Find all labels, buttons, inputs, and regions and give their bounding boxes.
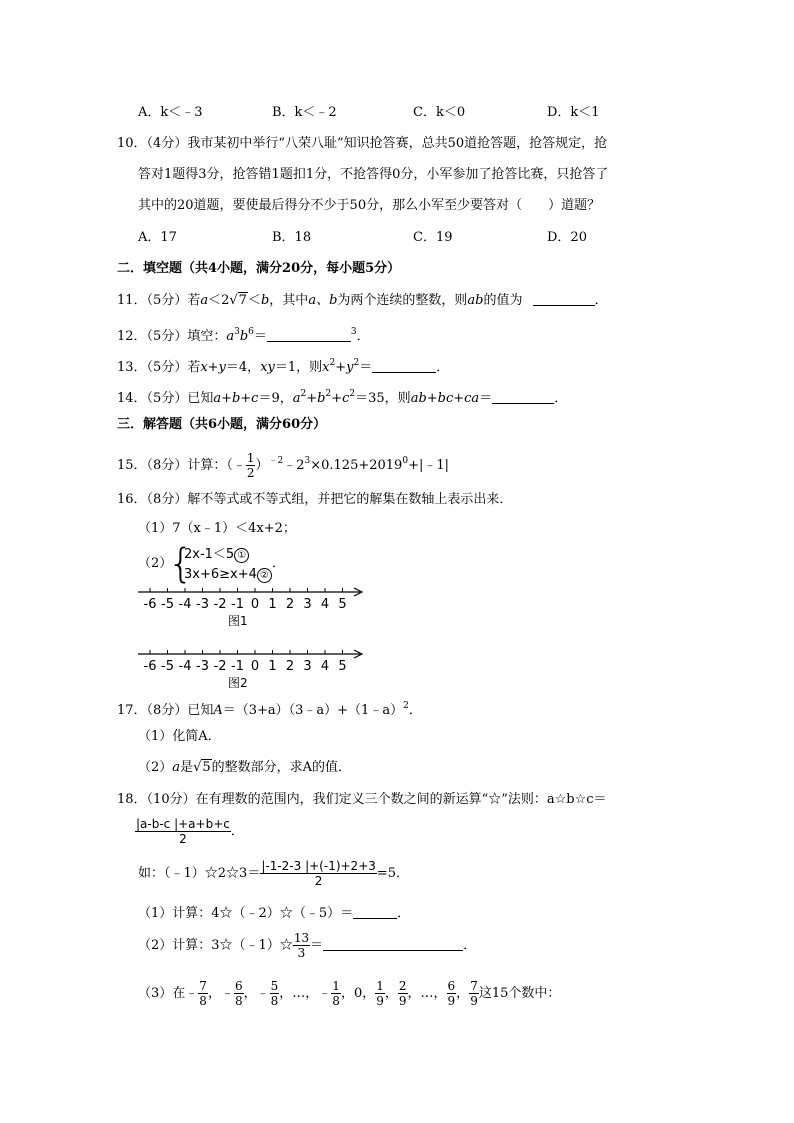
q17-part1: （1）化简A． [138,729,221,744]
q18-example: 如：（﹣1）☆2☆3＝ $\frac{|-1-2-3 |+(-1)+2+3}{2}$ =5． [138,859,410,888]
q9-option-d: D．k＜1 [547,105,600,120]
axis-tick-label: -4 [178,659,192,674]
q13: 13．（5分）若x+y＝4，xy＝1，则$x^2+y^2=$ ． [117,358,450,375]
q10-option-d: D．20 [547,230,587,245]
q14: 14．（5分）已知a+b+c＝9，$a^2+b^2+c^2=35$，则ab+bc+ca＝ ． [117,389,568,406]
axis-tick-label: 3 [303,659,312,674]
axis-tick-label: -2 [213,659,227,674]
q10-option-a: A．17 [138,230,177,245]
number-line-fig1 [138,583,368,628]
axis-tick-label: -5 [161,597,174,612]
q10-line1: 10．（4分）我市某初中举行“八荣八耻”知识抢答赛，总共50道抢答题，抢答规定，抢 [117,136,608,151]
axis-tick-label: -1 [231,659,244,674]
q12: 12．（5分）填空：$a^3b^6= ^3$． [117,327,370,344]
q16-part1: （1）7（x﹣1）＜4x+2； [138,521,296,536]
axis-tick-label: -4 [178,597,192,612]
q10-option-b: B．18 [272,230,312,245]
axis-tick-label: 0 [250,597,260,612]
q10-line2: 答对1题得3分，抢答错1题扣1分，不抢答得0分，小军参加了抢答比赛，只抢答了 [138,167,609,182]
axis-tick-label: -5 [161,659,174,674]
axis-tick-label: 4 [320,597,330,612]
q18-line1: 18．（10分）在有理数的范围内，我们定义三个数之间的新运算“☆”法则：a☆b☆c＝ [117,792,607,807]
axis-tick-label: -6 [143,659,157,674]
axis-tick-label: -2 [213,597,227,612]
q11: 11．（5分）若a＜2√7＜b，其中a、b为两个连续的整数，则ab的值为 ． [117,293,608,308]
axis-tick-label: 5 [338,597,347,612]
q18-part1: （1）计算：4☆（﹣2）☆（﹣5）＝ ． [138,906,411,921]
number-line-fig2 [138,645,368,690]
q10-option-c: C．19 [413,230,453,245]
q15: 15．（8分）计算：（﹣ $\frac{1}{2}$ ）$^{﹣2}﹣2^3\times 0.125+2019^0+|﹣1|$ [117,451,449,480]
axis-tick-label: -6 [143,597,157,612]
q9-option-c: C．k＜0 [413,105,466,120]
q16-line1: 16．（8分）解不等式或不等式组，并把它的解集在数轴上表示出来． [117,492,513,507]
axis-tick-label: -3 [196,597,209,612]
q18-definition: $\frac{|a-b-c |+a+b+c}{2}$ ． [136,817,244,846]
axis-tick-label: -1 [231,597,244,612]
section3-title: 三．解答题（共6小题，满分60分） [117,417,327,432]
axis-tick-label: 2 [285,597,295,612]
axis-tick-label: 3 [303,597,312,612]
fig2-label: 图2 [228,676,248,690]
section2-title: 二．填空题（共4小题，满分20分，每小题5分） [117,261,401,276]
axis-tick-label: 1 [268,659,277,674]
axis-tick-label: 5 [338,659,347,674]
axis-tick-label: 2 [285,659,295,674]
q9-option-b: B．k＜﹣2 [272,105,337,120]
q17-part2: （2）a是√5的整数部分，求A的值． [138,760,352,775]
axis-tick-label: 0 [250,659,260,674]
q10-line3: 其中的20道题，要使最后得分不少于50分，那么小军至少要答对（ ）道题？ [138,198,601,213]
q17: 17．（8分）已知A＝（3+a）（3﹣a）+（1﹣a）$^2$． [117,701,422,718]
axis-tick-label: 4 [320,659,330,674]
q18-part3: （3）在﹣ $\frac{7}{8}$ ，﹣ $\frac{6}{8}$ ，﹣ $\frac{5}{8}$ ，…，﹣ $\frac{1}{8}$ ，0， $\frac{1}{9}$ ， $\frac{2}{9}$ ，…， $\frac{6}{9}$ ， $\frac{7}{9}$ 这15个数中： [138,979,561,1008]
fig1-label: 图1 [228,614,248,628]
axis-tick-label: -3 [196,659,209,674]
axis-tick-label: 1 [268,597,277,612]
q9-option-a: A．k＜﹣3 [138,105,203,120]
q18-part2: （2）计算：3☆（﹣1）☆ $\frac{13}{3}$ ＝ ． [138,931,477,960]
